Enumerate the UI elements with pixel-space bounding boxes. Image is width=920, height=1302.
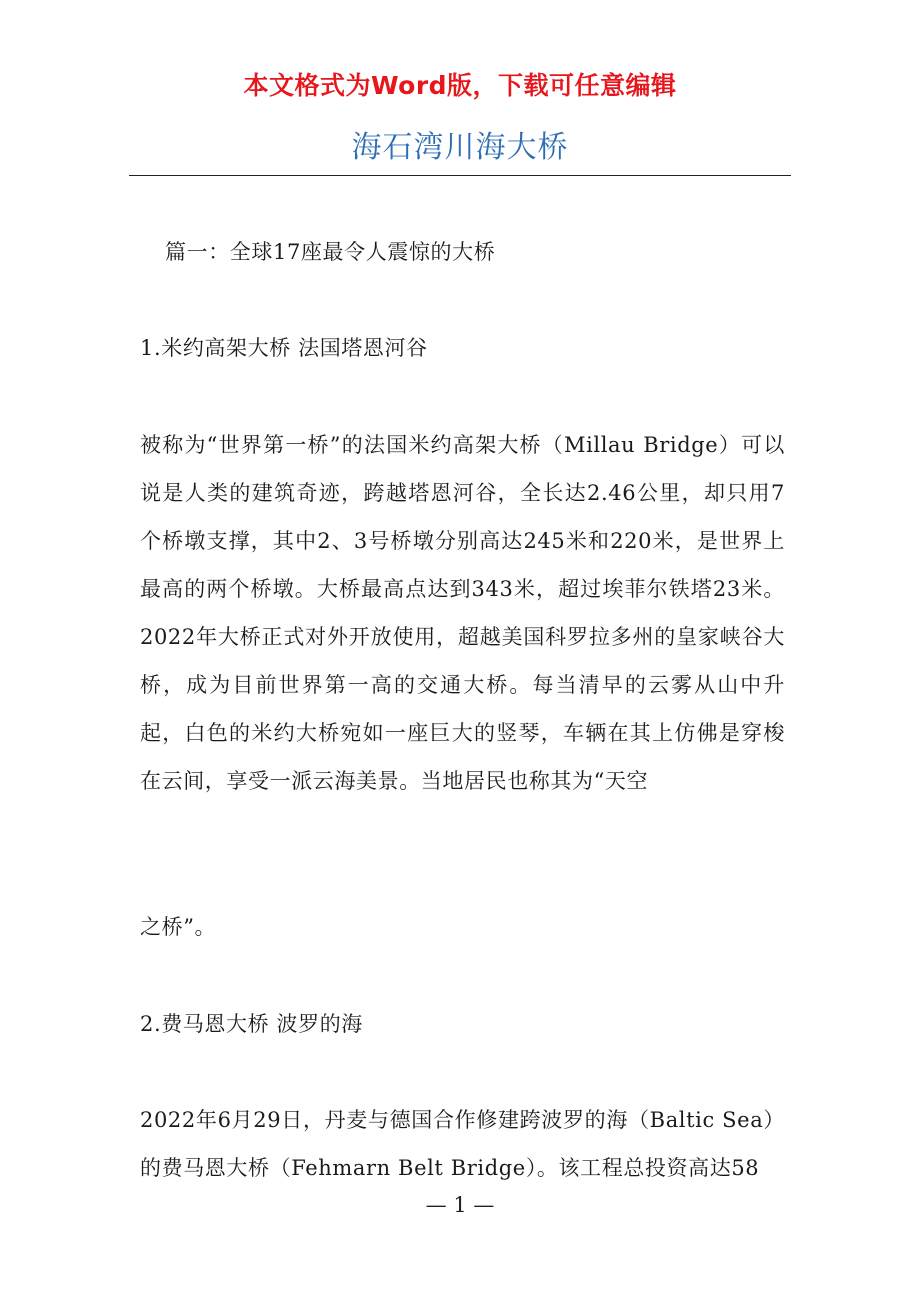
page-number: — 1 — [425,1193,495,1217]
section-1-heading: 1.米约高架大桥 法国塔恩河谷 [140,336,428,360]
section-1-tail: 之桥”。 [140,915,217,939]
title-divider [129,175,791,176]
section-2-heading: 2.费马恩大桥 波罗的海 [140,1012,363,1036]
section-2-body: 2022年6月29日，丹麦与德国合作修建跨波罗的海（Baltic Sea）的费马恩大桥（Fehmarn Belt Bridge）。该工程总投资高达58 [140,1108,785,1180]
document-title: 海石湾川海大桥 [351,130,569,165]
format-banner: 本文格式为Word版，下载可任意编辑 [243,71,677,100]
section-1-body: 被称为“世界第一桥”的法国米约高架大桥（Millau Bridge）可以说是人类的建筑奇迹，跨越塔恩河谷，全长达2.46公里，却只用7个桥墩支撑，其中2、3号桥墩分别高达245米和220米，是世界上最高的两个桥墩。大桥最高点达到343米，超过埃菲尔铁塔23米。2022年大桥正式对外开放使用，超越美国科罗拉多州的皇家峡谷大桥，成为目前世界第一高的交通大桥。每当清早的云雾从山中升起，白色的米约大桥宛如一座巨大的竖琴，车辆在其上仿佛是穿梭在云间，享受一派云海美景。当地居民也称其为“天空 [140,433,785,793]
intro-line: 篇一：全球17座最令人震惊的大桥 [165,240,496,264]
